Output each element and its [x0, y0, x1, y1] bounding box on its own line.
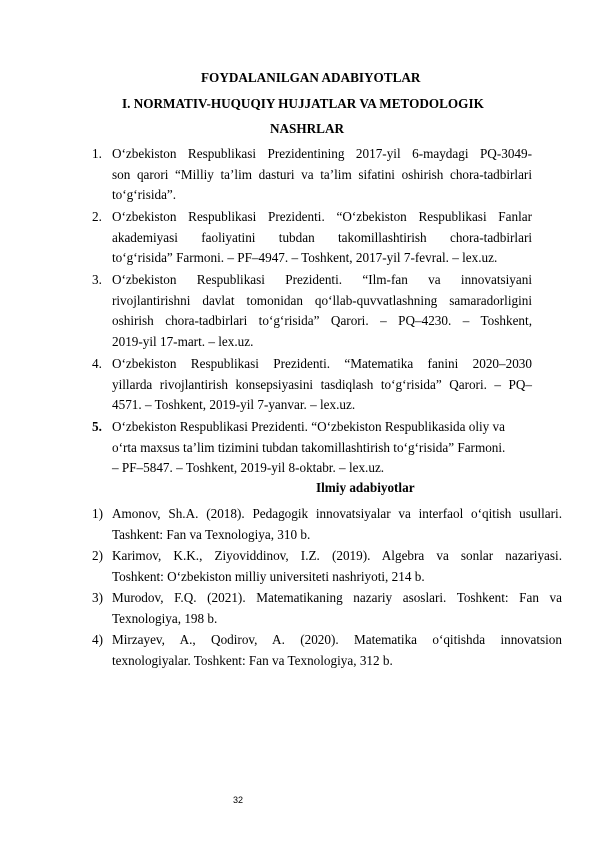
item-number: 3. [92, 272, 102, 287]
item-text-line: Murodov, F.Q. (2021). Matematikaning nazariy asoslari. Toshkent: Fan va [112, 590, 562, 605]
item-text-line: Karimov, K.K., Ziyoviddinov, I.Z. (2019). Algebra va sonlar nazariyasi. [112, 548, 562, 563]
item-number: 5. [92, 419, 102, 434]
item-text-line: Toshkent: O‘zbekiston milliy universiteti nashriyoti, 214 b. [112, 568, 425, 584]
item-text-line: to‘g‘risida”. [112, 187, 177, 203]
item-text-line: O‘zbekiston Respublikasi Prezidenti. “O‘zbekiston Respublikasida oliy va [112, 419, 505, 434]
item-text-line: 2019-yil 17-mart. – lex.uz. [112, 334, 254, 350]
item-number: 1. [92, 146, 102, 161]
section-heading-normative: I. NORMATIV-HUQUQIY HUJJATLAR VA METODOLOGIK [122, 96, 484, 111]
item-text-line: rivojlantirishni davlat tomonidan qo‘llab-quvvatlashning samaradorligini [112, 292, 532, 308]
item-text-line: O‘zbekiston Respublikasi Prezidenti. “Ilm-fan va innovatsiyani [112, 272, 532, 287]
item-text-line: akademiyasi faoliyatini tubdan takomillashtirish chora-tadbirlari [112, 229, 532, 245]
item-text-line: Texnologiya, 198 b. [112, 610, 218, 626]
item-number: 2) [92, 548, 103, 563]
item-text-line: son qarori “Milliy ta’lim dasturi va ta’lim sifatini oshirish chora-tadbirlari [112, 166, 532, 182]
item-text-line: Mirzayev, A., Qodirov, A. (2020). Matematika o‘qitishda innovatsion [112, 632, 562, 647]
item-number: 1) [92, 506, 103, 521]
item-text-line: oshirish chora-tadbirlari to‘g‘risida” Qarori. – PQ–4230. – Toshkent, [112, 313, 532, 329]
item-number: 2. [92, 209, 102, 224]
item-text-line: 4571. – Toshkent, 2019-yil 7-yanvar. – lex.uz. [112, 397, 356, 413]
item-number: 4. [92, 356, 102, 371]
section-heading-normative-cont: NASHRLAR [270, 121, 345, 136]
item-text-line: Tashkent: Fan va Texnologiya, 310 b. [112, 526, 311, 542]
item-text-line: yillarda rivojlantirish konsepsiyasini tasdiqlash to‘g‘risida” Qarori. – PQ– [112, 376, 532, 392]
item-text-line: O‘zbekiston Respublikasi Prezidentining 2017-yil 6-maydagi PQ-3049- [112, 146, 532, 161]
item-text-line: – PF–5847. – Toshkent, 2019-yil 8-oktabr. – lex.uz. [112, 460, 385, 476]
item-text-line: texnologiyalar. Toshkent: Fan va Texnologiya, 312 b. [112, 652, 393, 668]
item-text-line: to‘g‘risida” Farmoni. – PF–4947. – Toshkent, 2017-yil 7-fevral. – lex.uz. [112, 250, 498, 266]
item-text-line: Amonov, Sh.A. (2018). Pedagogik innovatsiyalar va interfaol o‘qitish usullari. [112, 506, 562, 521]
section-heading-scientific: Ilmiy adabiyotlar [316, 480, 415, 495]
item-number: 4) [92, 632, 103, 647]
item-text-line: O‘zbekiston Respublikasi Prezidenti. “O‘zbekiston Respublikasi Fanlar [112, 209, 532, 224]
item-number: 3) [92, 590, 103, 605]
item-text-line: O‘zbekiston Respublikasi Prezidenti. “Matematika fanini 2020–2030 [112, 356, 532, 371]
page-title: FOYDALANILGAN ADABIYOTLAR [201, 70, 421, 85]
page-number: 32 [233, 795, 244, 805]
item-text-line: o‘rta maxsus ta’lim tizimini tubdan takomillashtirish to‘g‘risida” Farmoni. [112, 439, 506, 455]
